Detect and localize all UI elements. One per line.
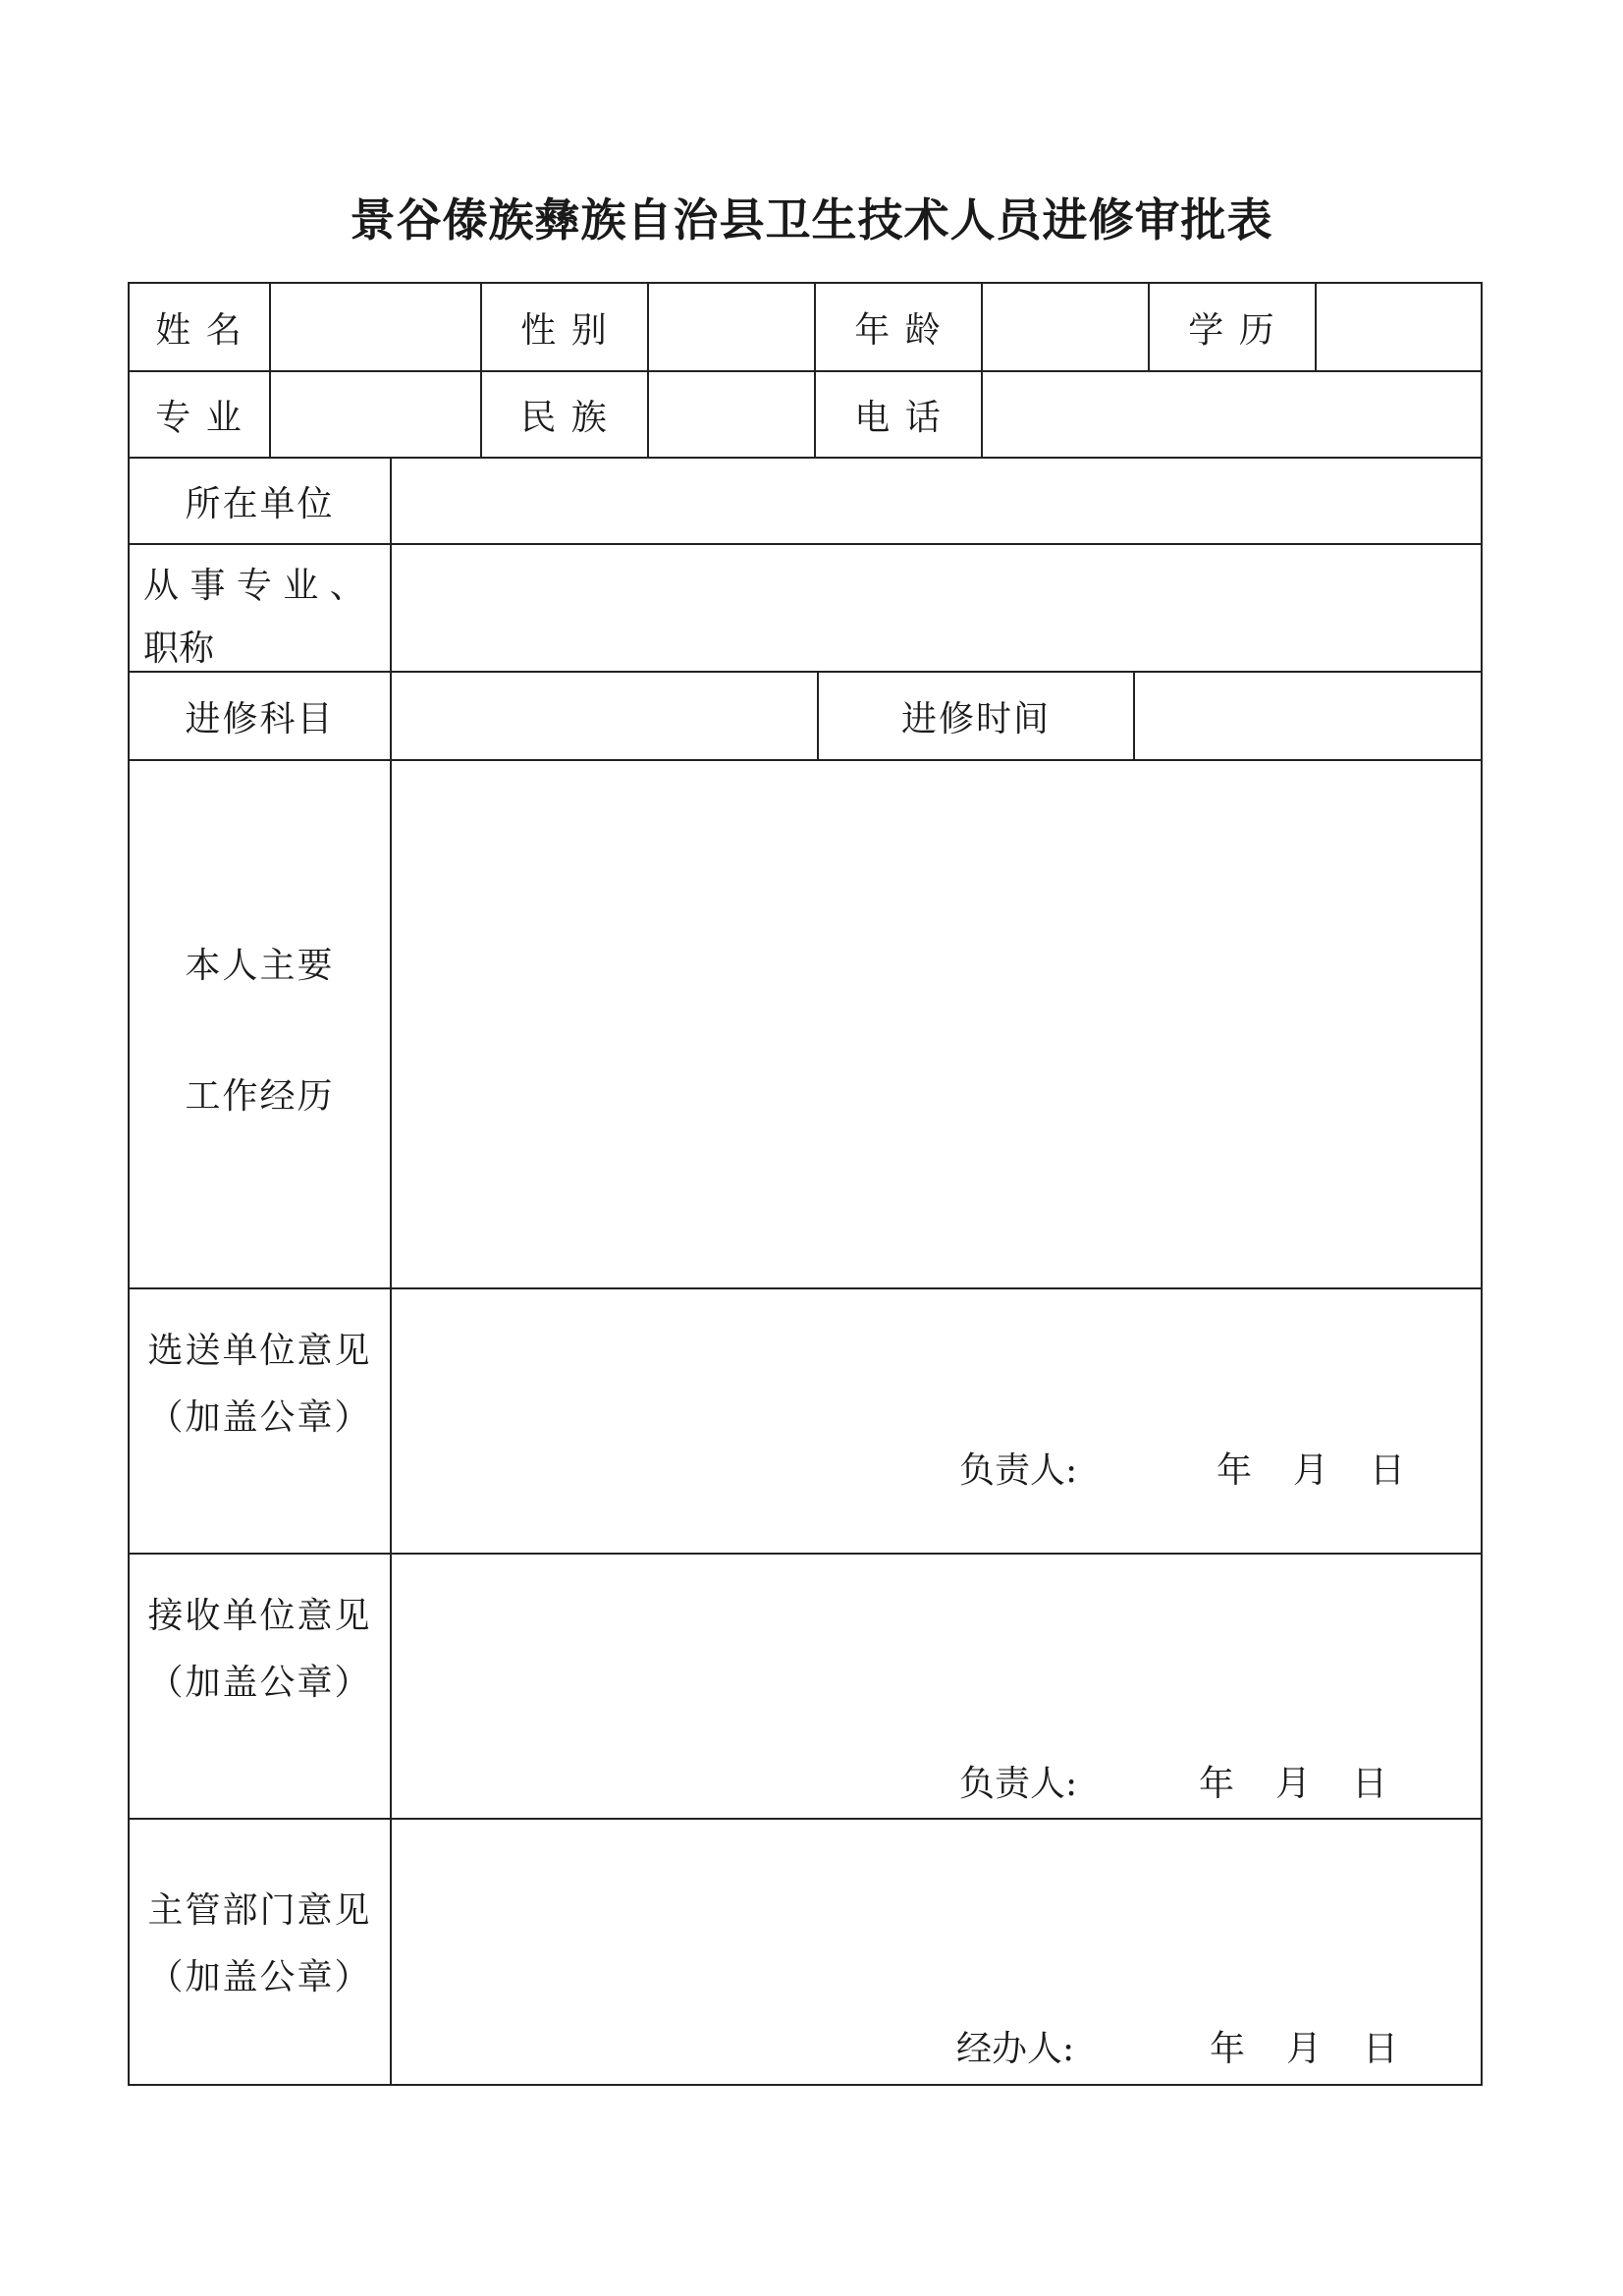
sending-unit-label-line1: 选送单位意见 [147,1331,372,1371]
study-time-label: 进修时间 [817,673,1133,759]
receiving-unit-date [1199,1756,1387,1806]
study-time-field[interactable] [1133,673,1481,759]
receiving-unit-signer-label: 负责人: [959,1764,1078,1804]
receiving-unit-label [130,1555,390,1818]
receiving-unit-label-line1: 接收单位意见 [147,1596,372,1636]
approval-form-table [128,282,1483,2086]
date-year: 年 [1199,1764,1235,1804]
study-subject-field[interactable] [390,673,817,759]
sending-unit-label-line2: （加盖公章） [147,1397,372,1438]
row-work-unit [130,459,1481,545]
date-month: 月 [1275,1764,1312,1804]
sending-unit-opinion-field[interactable] [390,1289,1481,1553]
work-experience-label [130,761,390,1287]
gender-field[interactable] [647,284,814,370]
row-basic-info-1 [130,284,1481,372]
sending-unit-label [130,1289,390,1553]
form-title: 景谷傣族彝族自治县卫生技术人员进修审批表 [350,193,1273,246]
date-year: 年 [1210,2029,1246,2069]
study-subject-label: 进修科目 [185,698,335,739]
gender-label: 性 别 [480,284,647,370]
phone-label: 电 话 [814,372,981,457]
work-unit-label: 所在单位 [185,483,335,524]
experience-label-line2: 工作经历 [185,1076,335,1117]
age-field[interactable] [981,284,1148,370]
authority-date [1210,2021,1398,2071]
date-day: 日 [1352,1764,1388,1804]
sending-unit-signer-label: 负责人: [959,1450,1078,1491]
authority-label [130,1820,390,2086]
age-label: 年 龄 [814,284,981,370]
major-label: 专 业 [155,397,243,438]
profession-label-line2: 职称 [143,629,215,669]
date-day: 日 [1370,1450,1406,1491]
date-year: 年 [1217,1450,1253,1491]
row-receiving-unit-opinion [130,1555,1481,1820]
education-field[interactable] [1315,284,1481,370]
authority-handler-label: 经办人: [956,2029,1075,2069]
row-sending-unit-opinion [130,1289,1481,1555]
profession-title-label [130,545,390,671]
date-month: 月 [1286,2029,1323,2069]
work-unit-field[interactable] [390,459,1481,543]
date-month: 月 [1293,1450,1329,1491]
row-profession-title [130,545,1481,673]
ethnicity-label: 民 族 [480,372,647,457]
ethnicity-field[interactable] [647,372,814,457]
profession-title-field[interactable] [390,545,1481,671]
row-study-subject-time [130,673,1481,761]
authority-label-line2: （加盖公章） [147,1957,372,1997]
education-label: 学 历 [1148,284,1315,370]
experience-label-line1: 本人主要 [185,946,335,986]
row-work-experience [130,761,1481,1289]
date-day: 日 [1363,2029,1399,2069]
work-experience-field[interactable] [390,761,1481,1287]
receiving-unit-opinion-field[interactable] [390,1555,1481,1818]
major-field[interactable] [269,372,480,457]
row-authority-opinion [130,1820,1481,2086]
name-field[interactable] [269,284,480,370]
receiving-unit-label-line2: （加盖公章） [147,1663,372,1703]
profession-label-line1: 从 事 专 业 、 [143,566,365,606]
authority-opinion-field[interactable] [390,1820,1481,2086]
phone-field[interactable] [981,372,1481,457]
authority-label-line1: 主管部门意见 [147,1890,372,1931]
name-label: 姓 名 [155,309,243,351]
row-basic-info-2 [130,372,1481,459]
sending-unit-date [1217,1443,1405,1493]
